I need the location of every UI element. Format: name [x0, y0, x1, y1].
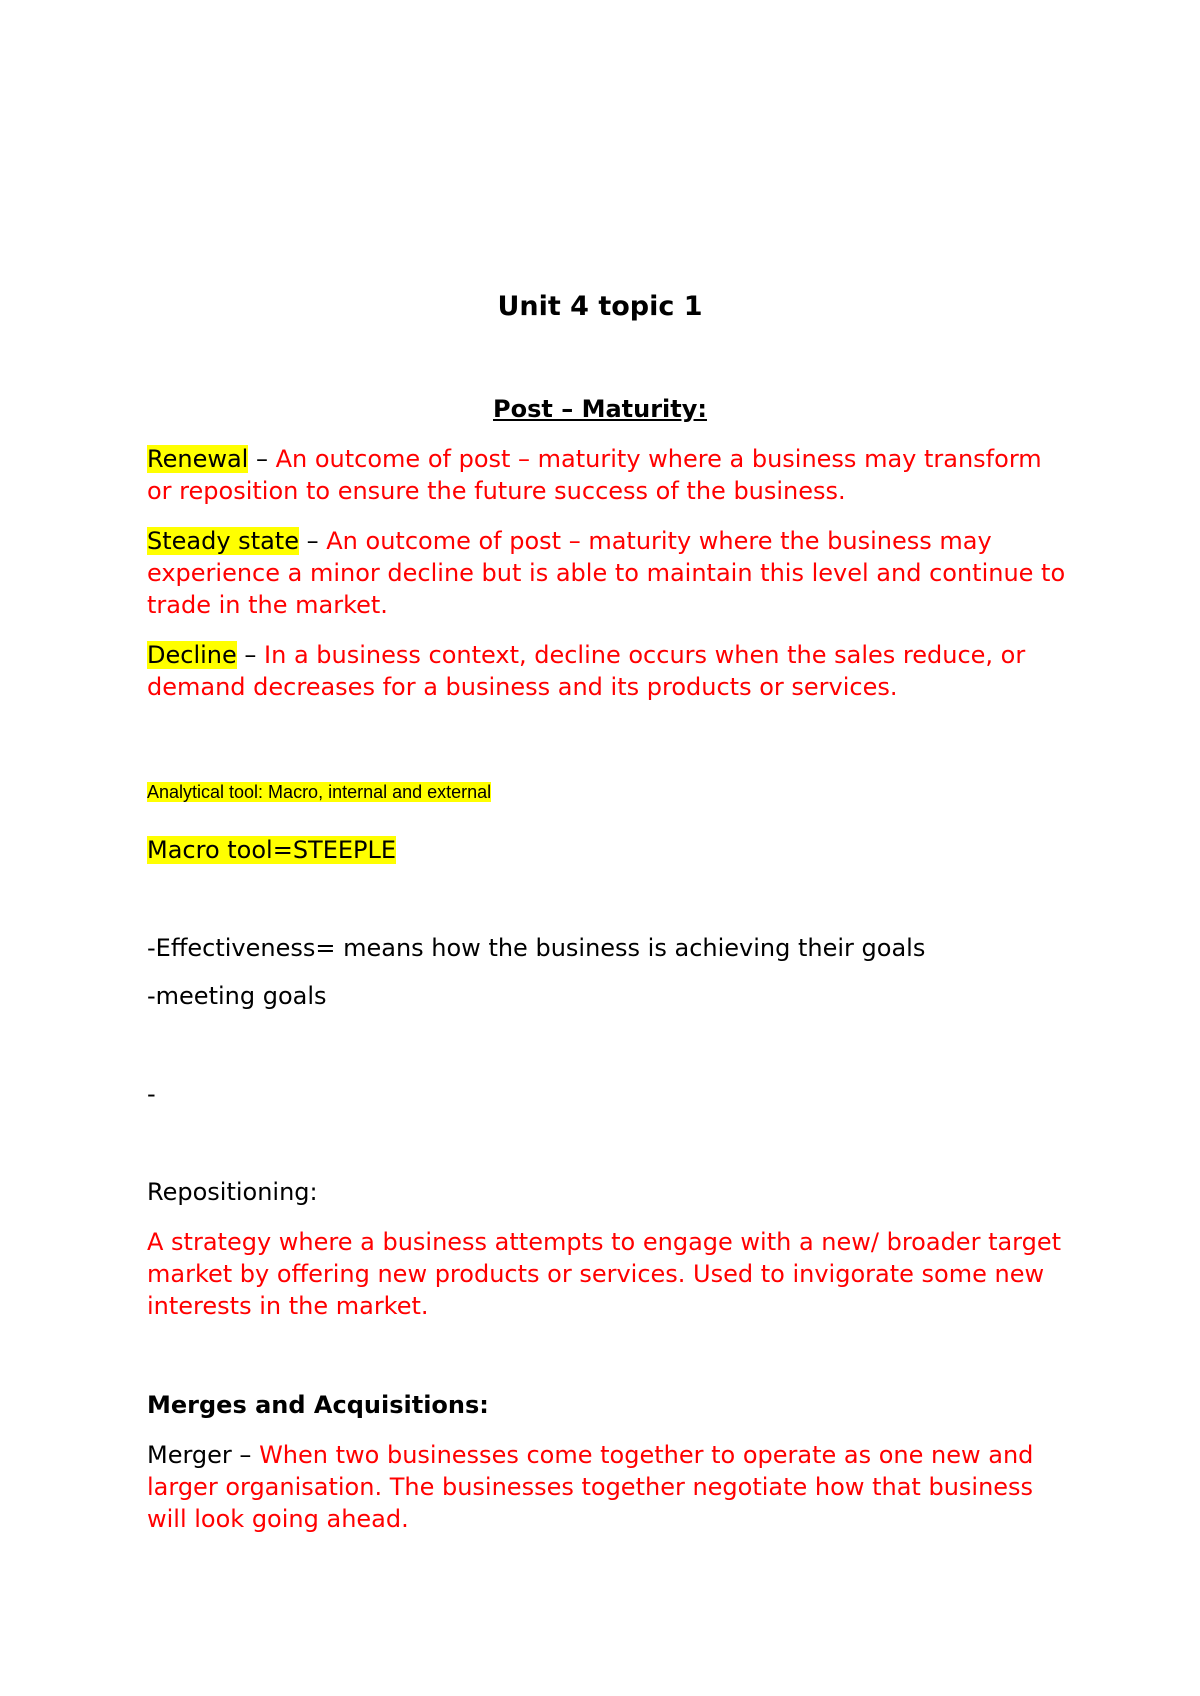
- mergers-heading: Merges and Acquisitions:: [147, 1391, 489, 1419]
- macro-tool-line: [147, 834, 1067, 866]
- decline-term: Decline: [147, 641, 237, 669]
- analytical-tool-line: [147, 780, 1067, 804]
- effectiveness-line: -Effectiveness= means how the business is achieving their goals: [147, 934, 926, 962]
- renewal-definition: An outcome of post – maturity where a business may transform or reposition to ensure the future success of the business.: [147, 445, 1042, 505]
- steady-state-definition: An outcome of post – maturity where the business may experience a minor decline but is able to maintain this level and continue to trade in the market.: [147, 527, 1066, 619]
- decline-definition: In a business context, decline occurs when the sales reduce, or demand decreases for a business and its products or services.: [147, 641, 1026, 701]
- renewal-separator: –: [248, 445, 276, 473]
- steady-state-term: Steady state: [147, 527, 299, 555]
- repositioning-heading: Repositioning:: [147, 1178, 318, 1206]
- merger-paragraph: [147, 1439, 1067, 1535]
- decline-separator: –: [236, 641, 265, 669]
- renewal-term: Renewal: [147, 445, 249, 473]
- renewal-paragraph: [147, 443, 1067, 507]
- dash-line: -: [147, 1080, 156, 1108]
- decline-paragraph: [147, 639, 1067, 703]
- merger-term: Merger: [147, 1441, 232, 1469]
- steady-state-separator: –: [298, 527, 327, 555]
- macro-tool-text: Macro tool=STEEPLE: [147, 836, 397, 864]
- merger-separator: –: [231, 1441, 260, 1469]
- merger-definition: When two businesses come together to operate as one new and larger organisation. The businesses together negotiate how that business will look going ahead.: [147, 1441, 1034, 1533]
- steady-state-paragraph: [147, 525, 1067, 621]
- analytical-tool-text: Analytical tool: Macro, internal and external: [147, 782, 492, 802]
- post-maturity-heading: Post – Maturity:: [493, 395, 707, 423]
- meeting-goals-line: -meeting goals: [147, 982, 327, 1010]
- repositioning-definition: A strategy where a business attempts to engage with a new/ broader target market by offering new products or services. Used to invigorate some new interests in the market.: [147, 1228, 1062, 1320]
- document-title: Unit 4 topic 1: [497, 291, 703, 322]
